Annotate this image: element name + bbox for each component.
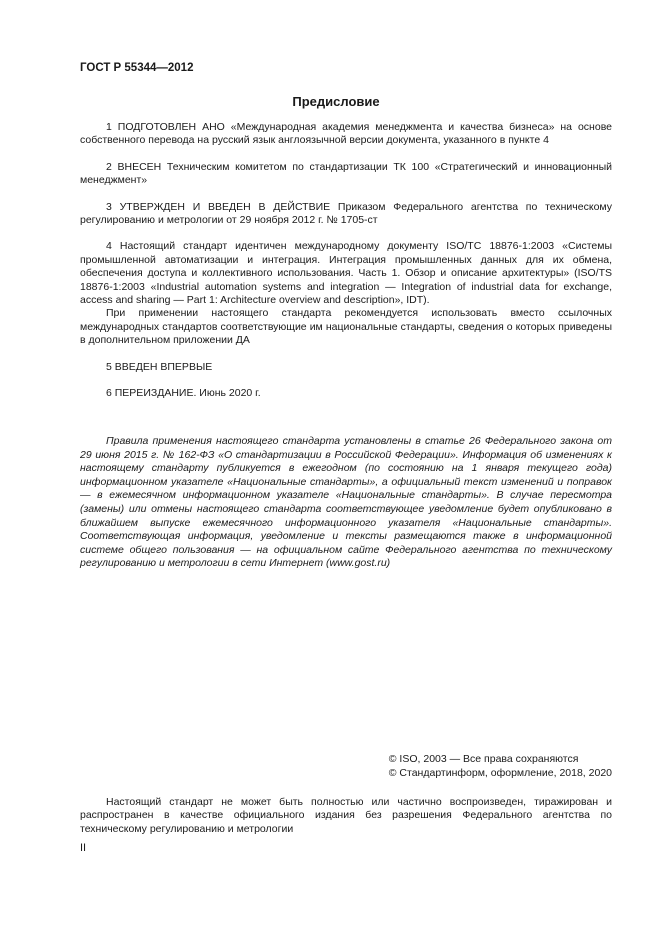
document-code: ГОСТ Р 55344—2012 [80,62,194,74]
foreword-item-4-note: При применении настоящего стандарта рекомендуется использовать вместо ссылочных международных стандартов соответствующие им национальные стандарты, сведения о которых приведены в дополнительном приложении ДА [80,307,612,347]
foreword-item-5: 5 ВВЕДЕН ВПЕРВЫЕ [106,360,213,373]
foreword-item-4: 4 Настоящий стандарт идентичен международному документу ISO/TC 18876-1:2003 «Системы промышленной автоматизации и интеграция. Интеграция промышленных данных для их обмена, обеспечения доступа и коллективного использования. Часть 1. Обзор и описание архитектуры» (ISO/TS 18876-1:2003 «Industrial automation systems and integration — Integration of industrial data for exchange, access and sharing — Part 1: Architecture overview and description», IDT). [80,240,612,307]
foreword-item-6: 6 ПЕРЕИЗДАНИЕ. Июнь 2020 г. [106,387,261,400]
rules-notice-text: Правила применения настоящего стандарта установлены в статье 26 Федерального закона от 29 июня 2015 г. № 162-ФЗ «О стандартизации в Российской Федерации». Информация об изменениях к настоящему стандарту публикуется в ежегодном (по состоянию на 1 января текущего года) информационном указателе «Национальные стандарты», а официальный текст изменений и поправок — в ежемесячном информационном указателе «Национальные стандарты». В случае пересмотра (замены) или отмены настоящего стандарта соответствующее уведомление будет опубликовано в ближайшем выпуске ежемесячного информационного указателя «Национальные стандарты». Соответствующая информация, уведомление и тексты размещаются также в информационной системе общего пользования — на официальном сайте Федерального агентства по техническому регулированию и метрологии в сети Интернет (www.gost.ru) [80,435,612,570]
copyright-iso: © ISO, 2003 — Все права сохраняются [388,753,579,765]
rules-notice [80,435,612,571]
copyright-standartinform: © Стандартинформ, оформление, 2018, 2020 [388,767,612,779]
page-number: II [80,842,87,854]
reproduction-notice [80,796,612,836]
reproduction-notice-text: Настоящий стандарт не может быть полностью или частично воспроизведен, тиражирован и распространен в качестве официального издания без разрешения Федерального агентства по техническому регулированию и метрологии [80,796,612,835]
foreword-item-2: 2 ВНЕСЕН Техническим комитетом по стандартизации ТК 100 «Стратегический и инновационный менеджмент» [80,160,612,187]
foreword-items [80,121,612,414]
page-title: Предисловие [292,94,380,109]
copyright-block [389,752,612,780]
foreword-item-3: 3 УТВЕРЖДЕН И ВВЕДЕН В ДЕЙСТВИЕ Приказом Федерального агентства по техническому регулированию и метрологии от 29 ноября 2012 г. № 1705-ст [80,200,612,227]
foreword-item-1: 1 ПОДГОТОВЛЕН АНО «Международная академия менеджмента и качества бизнеса» на основе собственного перевода на русский язык англоязычной версии документа, указанного в пункте 4 [80,121,612,147]
